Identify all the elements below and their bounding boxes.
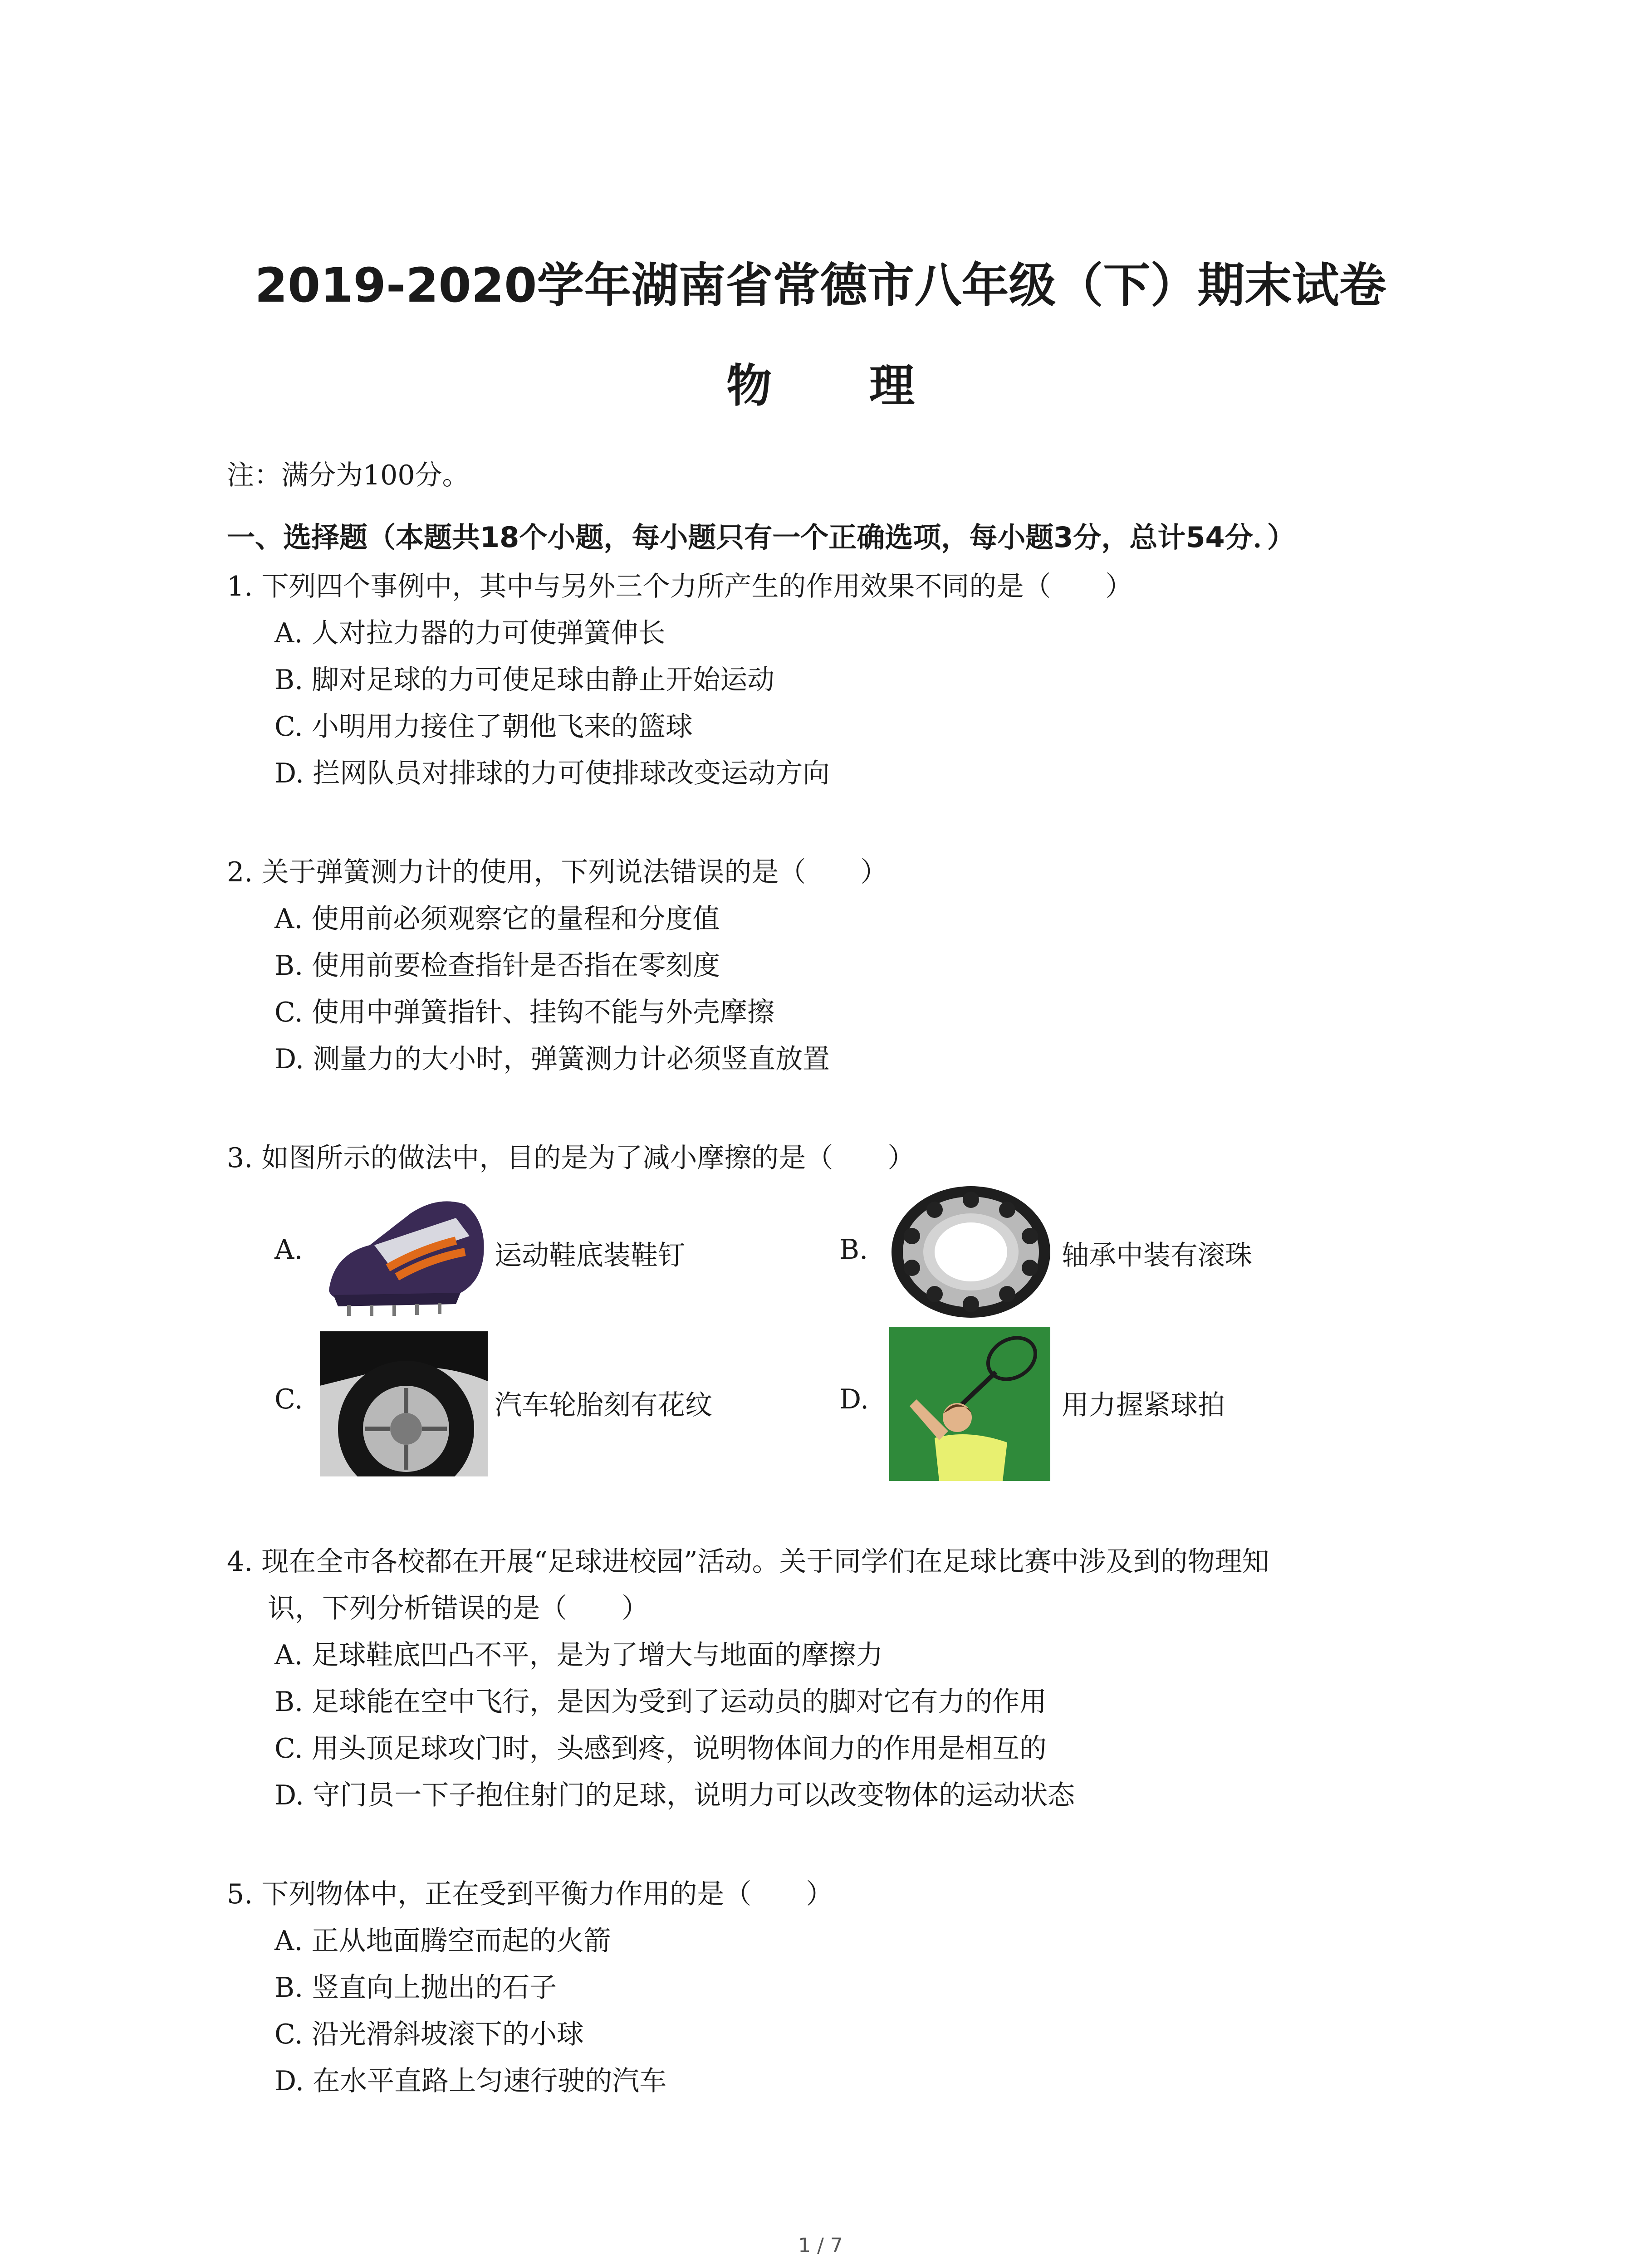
page-number: 1 / 7 xyxy=(798,2234,843,2257)
question-1-option-a: A. 人对拉力器的力可使弹簧伸长 xyxy=(274,617,666,649)
question-3-stem: 3. 如图所示的做法中，目的是为了减小摩擦的是（ ） xyxy=(227,1142,915,1174)
question-2-option-a: A. 使用前必须观察它的量程和分度值 xyxy=(274,903,720,935)
ball-bearing-icon xyxy=(887,1182,1055,1322)
question-4-option-d: D. 守门员一下子抱住射门的足球，说明力可以改变物体的运动状态 xyxy=(274,1779,1075,1811)
running-shoe-icon xyxy=(320,1186,492,1322)
question-5-stem: 5. 下列物体中，正在受到平衡力作用的是（ ） xyxy=(227,1878,833,1910)
question-4-stem-continued: 识，下列分析错误的是（ ） xyxy=(268,1593,649,1624)
question-2-stem: 2. 关于弹簧测力计的使用，下列说法错误的是（ ） xyxy=(227,856,888,888)
subject-title: 物 理 xyxy=(726,359,955,412)
question-1-option-c: C. 小明用力接住了朝他飞来的篮球 xyxy=(274,711,693,743)
question-4-option-b: B. 足球能在空中飞行，是因为受到了运动员的脚对它有力的作用 xyxy=(274,1686,1047,1718)
question-3-option-c-caption: 汽车轮胎刻有花纹 xyxy=(495,1389,712,1421)
question-5-option-a: A. 正从地面腾空而起的火箭 xyxy=(274,1925,611,1957)
question-3-option-d-caption: 用力握紧球拍 xyxy=(1062,1389,1225,1421)
question-4-option-c: C. 用头顶足球攻门时，头感到疼，说明物体间力的作用是相互的 xyxy=(274,1733,1047,1765)
question-5-option-d: D. 在水平直路上匀速行驶的汽车 xyxy=(274,2065,667,2097)
question-3-option-d-letter: D. xyxy=(839,1383,869,1415)
question-1-option-b: B. 脚对足球的力可使足球由静止开始运动 xyxy=(274,664,775,696)
question-5-option-c: C. 沿光滑斜坡滚下的小球 xyxy=(274,2019,584,2050)
question-4-stem: 4. 现在全市各校都在开展“足球进校园”活动。关于同学们在足球比赛中涉及到的物理知 xyxy=(227,1546,1269,1578)
question-2-option-c: C. 使用中弹簧指针、挂钩不能与外壳摩擦 xyxy=(274,997,774,1028)
question-1-stem: 1. 下列四个事例中，其中与另外三个力所产生的作用效果不同的是（ ） xyxy=(227,571,1133,602)
question-5-option-b: B. 竖直向上抛出的石子 xyxy=(274,1972,557,2004)
question-3-option-b-letter: B. xyxy=(839,1234,868,1266)
page-title: 2019-2020学年湖南省常德市八年级（下）期末试卷 xyxy=(255,258,1386,313)
question-1-option-d: D. 拦网队员对排球的力可使排球改变运动方向 xyxy=(274,758,830,789)
question-3-option-b-caption: 轴承中装有滚珠 xyxy=(1062,1240,1252,1271)
question-4-option-a: A. 足球鞋底凹凸不平，是为了增大与地面的摩擦力 xyxy=(274,1639,883,1671)
score-note: 注：满分为100分。 xyxy=(227,459,470,491)
question-2-option-d: D. 测量力的大小时，弹簧测力计必须竖直放置 xyxy=(274,1043,830,1075)
question-3-option-a-letter: A. xyxy=(274,1234,303,1266)
question-3-option-a-caption: 运动鞋底装鞋钉 xyxy=(495,1240,685,1271)
section-heading: 一、选择题（本题共18个小题，每小题只有一个正确选项，每小题3分，总计54分．） xyxy=(227,521,1295,554)
question-2-option-b: B. 使用前要检查指针是否指在零刻度 xyxy=(274,950,720,982)
car-tire-icon xyxy=(320,1331,488,1476)
question-3-option-c-letter: C. xyxy=(274,1383,303,1415)
tennis-player-icon xyxy=(889,1327,1050,1481)
